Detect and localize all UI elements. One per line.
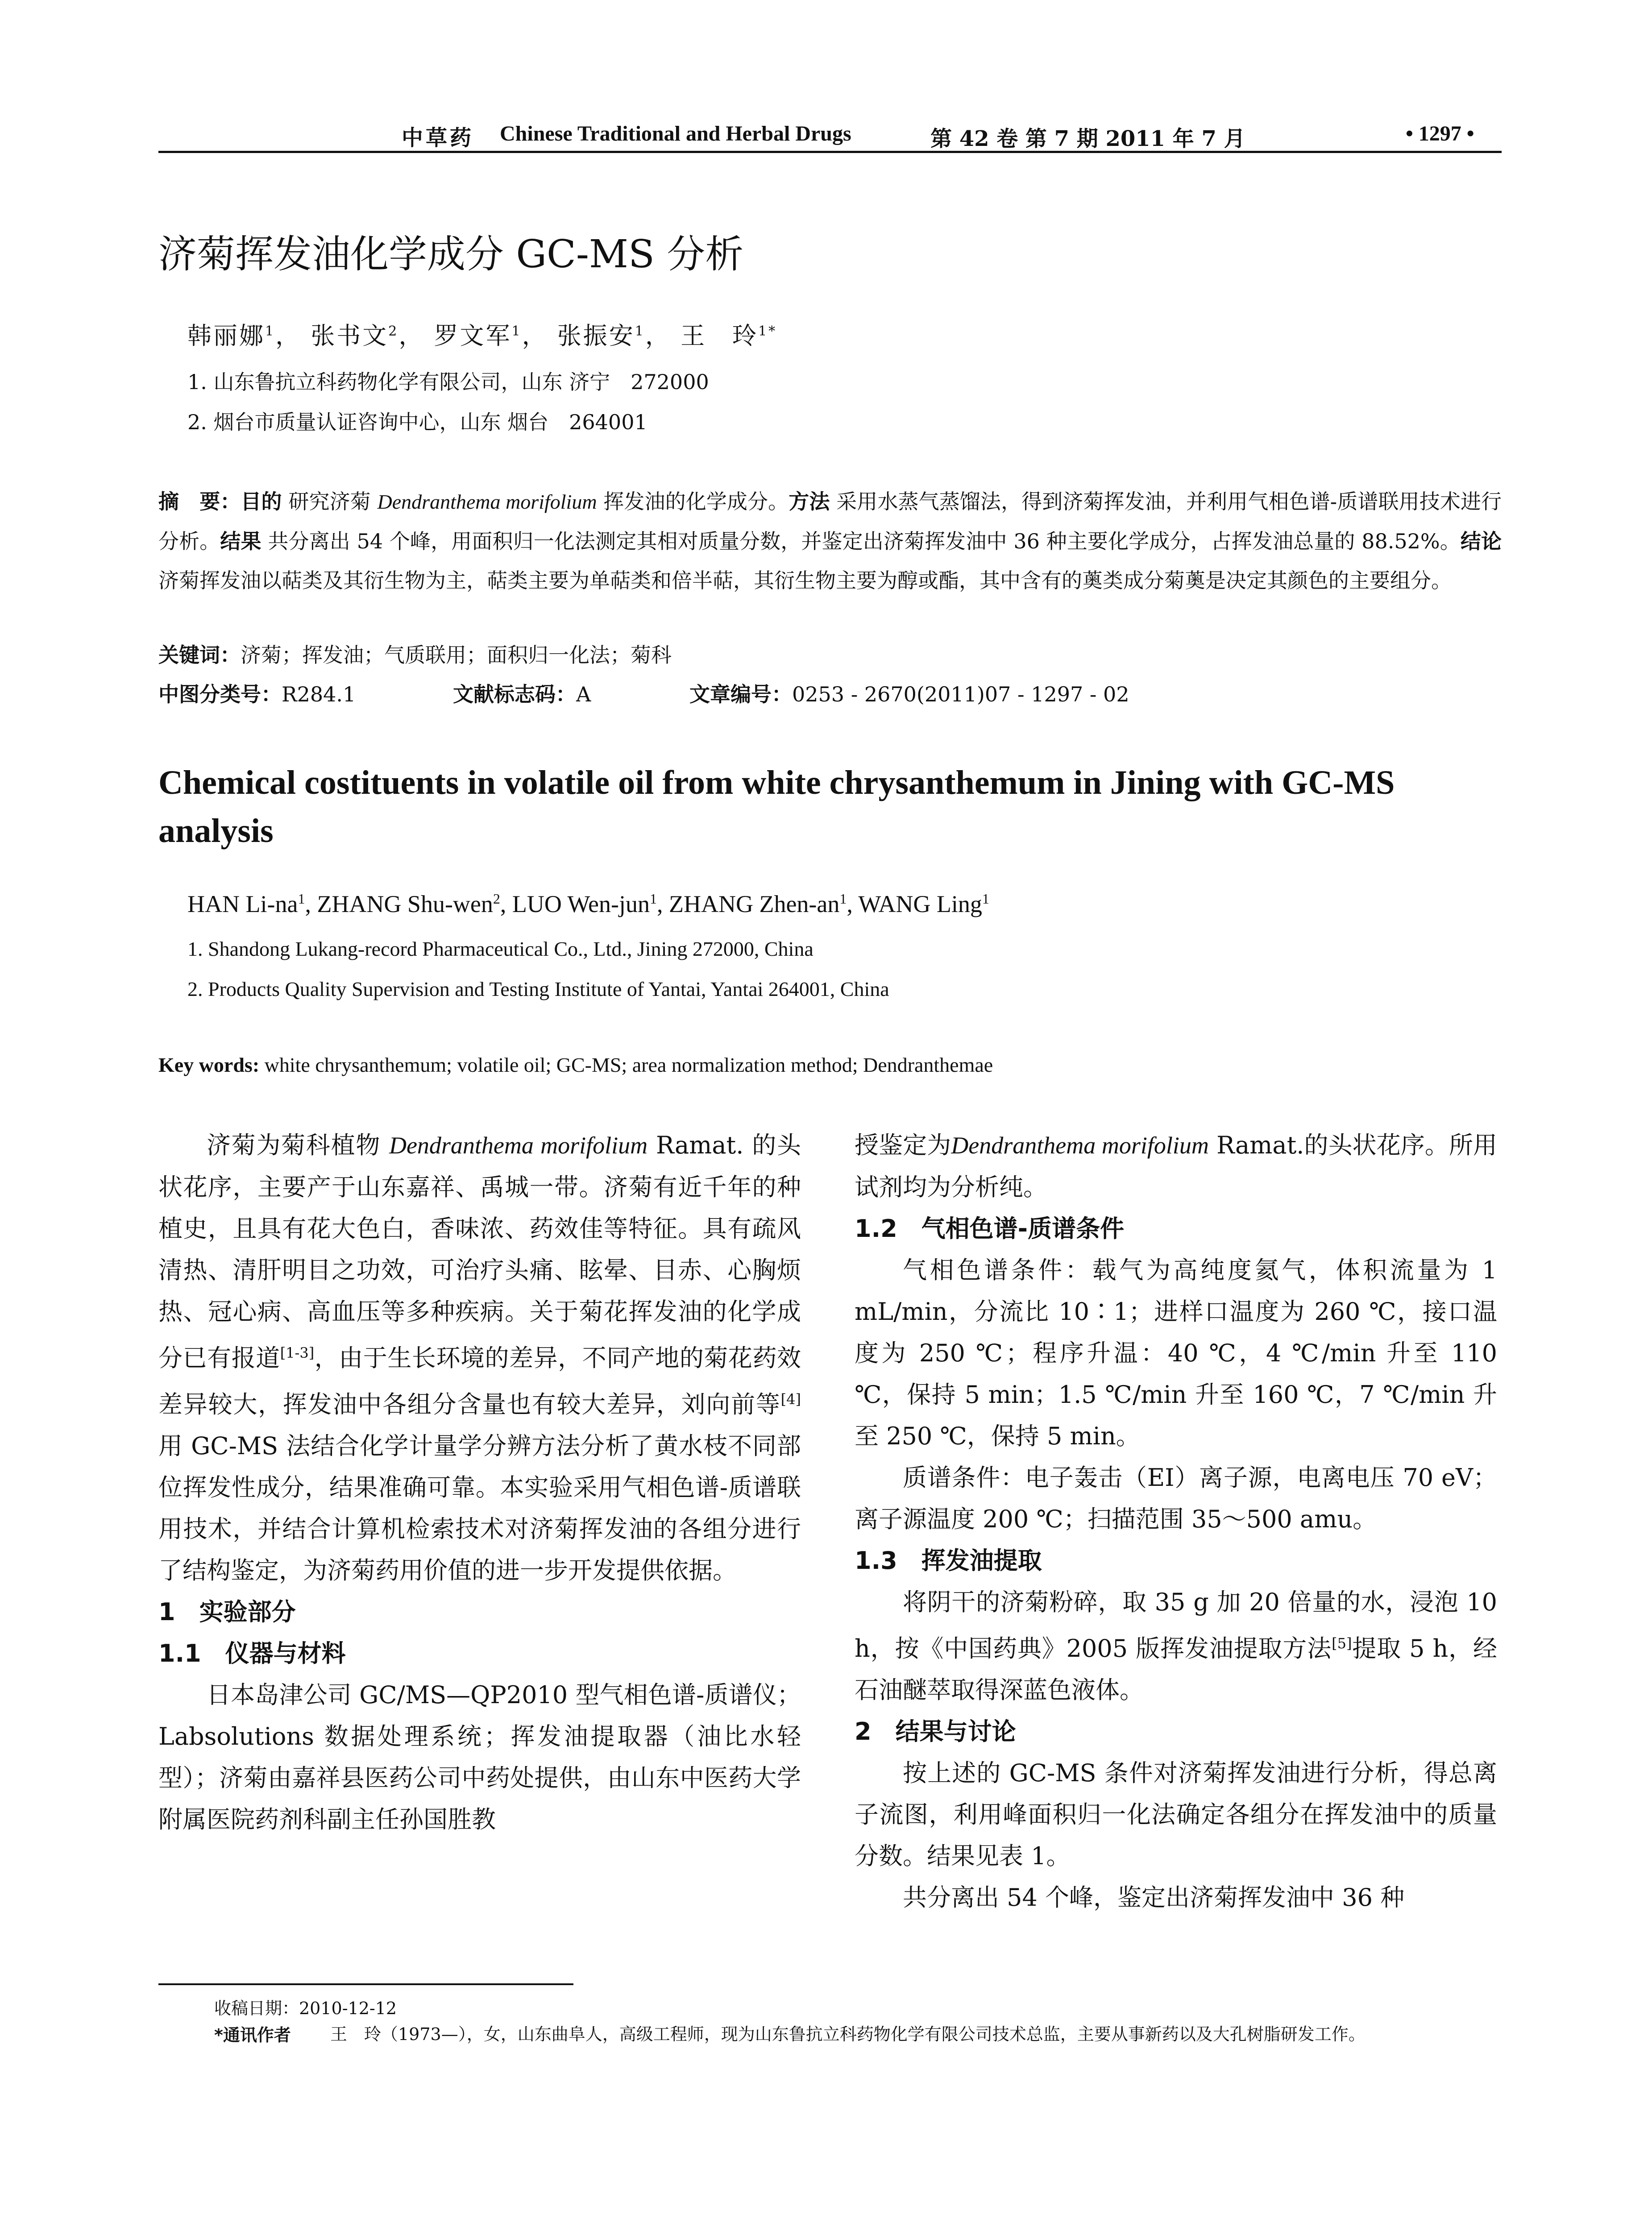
author-aff-mark: 1 (265, 323, 276, 339)
header-rule (158, 151, 1502, 153)
intro-text: 济菊为菊科植物 (207, 1131, 381, 1159)
keywords-en-label: Key words: (158, 1053, 260, 1076)
author-aff-mark: 1 (839, 891, 847, 907)
author-aff-mark: 1 (635, 323, 645, 339)
subsection-heading: 1.3 挥发油提取 (855, 1547, 1042, 1575)
section-heading: 1 实验部分 (158, 1598, 296, 1626)
footnote-corresponding-text: 王 玲（1973—），女，山东曲阜人，高级工程师，现为山东鲁抗立科药物化学有限公司技术总监，主要从事新药以及大孔树脂研发工作。 (330, 2024, 1366, 2044)
conclusion-text: 济菊挥发油以萜类及其衍生物为主，萜类主要为单萜类和倍半萜，其衍生物主要为醇或酯，其中含有的薁类成分菊薁是决定其颜色的主要组分。 (158, 568, 1452, 593)
result-text: 共分离出 54 个峰，用面积归一化法测定其相对质量分数，并鉴定出济菊挥发油中 36 种主要化学成分，占挥发油总量的 88.52%。 (268, 529, 1461, 553)
body-paragraph: 质谱条件：电子轰击（EI）离子源，电离电压 70 eV；离子源温度 200 ℃；扫描范围 35～500 amu。 (855, 1464, 1497, 1533)
affiliation-en-2: 2. Products Quality Supervision and Testing Institute of Yantai, Yantai 264001, China (187, 978, 889, 1000)
objective-label: 目的 (241, 489, 282, 514)
article-title-cn: 济菊挥发油化学成分 GC-MS 分析 (158, 232, 744, 277)
intro-text: Ramat. 的头状花序，主要产于山东嘉祥、禹城一带。济菊有近千年的种植史，且具有花大色白，香味浓、药效佳等特征。具有疏风清热、清肝明目之功效，可治疗头痛、眩晕、目赤、心胸烦热、冠心病、高血压等多种疾病。关于菊花挥发油的化学成分已有报道 (158, 1131, 801, 1372)
journal-name-cn: 中草药 (402, 125, 474, 150)
keywords-en (158, 1053, 993, 1077)
article-number-value: 0253 - 2670(2011)07 - 1297 - 02 (792, 682, 1129, 706)
body-paragraph: 按上述的 GC-MS 条件对济菊挥发油进行分析，得总离子流图，利用峰面积归一化法确定各组分在挥发油中的质量分数。结果见表 1。 (855, 1759, 1497, 1870)
article-title-en: Chemical costituents in volatile oil from white chrysanthemum in Jining with GC-MS analysis (158, 764, 1395, 850)
conclusion-label: 结论 (1460, 529, 1502, 553)
author-en: HAN Li-na (187, 891, 298, 917)
author-aff-mark: 1 (982, 891, 989, 907)
species-name: Dendranthema morifolium (377, 490, 597, 513)
author-aff-mark: 1 (511, 323, 522, 339)
clc-label: 中图分类号： (158, 682, 282, 706)
doc-code-label: 文献标志码： (453, 682, 576, 706)
authors-en: HAN $Li-na^1$, ZHANG Shu-wen$^2$, LUO Wen-jun$^1$, ZHANG Zhen-$an^1$, WANG Ling$^1$ (187, 891, 989, 917)
author-aff-mark: 2 (388, 323, 399, 339)
citation: [5] (1332, 1635, 1352, 1652)
doc-code-value: A (576, 682, 591, 706)
author-cn: 张振安 (557, 322, 635, 350)
body-paragraph (855, 1124, 1497, 1208)
author-cn: 张书文 (311, 322, 389, 350)
footnote-received-date: 收稿日期：2010-12-12 (214, 1999, 397, 2018)
body-paragraph: 日本岛津公司 GC/MS—QP2010 型气相色谱-质谱仪；Labsolutions 数据处理系统；挥发油提取器（油比水轻型）；济菊由嘉祥县医药公司中药处提供，由山东中医药大学附属医院药剂科副主任孙国胜教 (158, 1681, 801, 1833)
intro-text: 用 GC-MS 法结合化学计量学分辨方法分析了黄水枝不同部位挥发性成分，结果准确可靠。本实验采用气相色谱-质谱联用技术，并结合计算机检索技术对济菊挥发油的各组分进行了结构鉴定，为济菊药用价值的进一步开发提供依据。 (158, 1432, 801, 1584)
affiliation-cn-2: 2. 烟台市质量认证咨询中心，山东 烟台 264001 (187, 410, 648, 434)
footnote-corresponding-label: *通讯作者 (214, 2025, 291, 2045)
keywords-cn-label: 关键词： (158, 643, 241, 667)
body-text: 授鉴定为 (855, 1131, 951, 1159)
body-paragraph: 共分离出 54 个峰，鉴定出济菊挥发油中 36 种 (903, 1883, 1405, 1912)
body-paragraph: 气相色谱条件：载气为高纯度氦气，体积流量为 1 mL/min，分流比 10∶1；进样口温度为 260 ℃，接口温度为 250 ℃；程序升温：40 ℃，4 ℃/min 升至 110 ℃，保持 5 min；1.5 ℃/min 升至 160 ℃，7 ℃/min 升至 250 ℃，保持 5 min。 (855, 1256, 1497, 1450)
keywords-en-text: white chrysanthemum; volatile oil; GC-MS; area normalization method; Dendranthemae (264, 1053, 993, 1076)
affiliation-en-1: 1. Shandong Lukang-record Pharmaceutical Co., Ltd., Jining 272000, China (187, 937, 814, 960)
species-name: Dendranthema morifolium (389, 1132, 648, 1159)
author-cn: 王 玲 (681, 322, 759, 350)
citation: [4] (780, 1391, 801, 1408)
objective-text: 挥发油的化学成分。 (603, 489, 789, 514)
author-cn: 罗文军 (434, 322, 512, 350)
author-aff-mark: 1* (758, 323, 777, 339)
abstract-cn (158, 482, 1502, 600)
species-name: Dendranthema morifolium (951, 1132, 1209, 1159)
body-column-right (855, 1124, 1497, 1918)
classification-row (158, 678, 1502, 708)
page-number: • 1297 • (1406, 122, 1474, 145)
intro-paragraph (158, 1124, 801, 1591)
body-text: 提取 5 h，经石油醚萃取得深蓝色液体。 (855, 1634, 1497, 1704)
objective-text: 研究济菊 (288, 489, 371, 514)
author-en: ZHANG Zhen-an (669, 891, 840, 917)
article-number-label: 文章编号： (689, 682, 792, 706)
subsection-heading: 1.2 气相色谱-质谱条件 (855, 1215, 1125, 1243)
author-en: ZHANG Shu-wen (317, 891, 493, 917)
footnote-rule (158, 1983, 573, 1985)
clc-value: R284.1 (282, 682, 356, 706)
author-cn: 韩丽娜 (187, 322, 265, 350)
keywords-cn (158, 639, 672, 668)
method-text: 采用水蒸气蒸馏法，得到济菊挥发油，并利用气相色谱-质谱联用技术进行分析。 (158, 489, 1502, 553)
keywords-cn-text: 济菊；挥发油；气质联用；面积归一化法；菊科 (241, 643, 672, 667)
subsection-heading: 1.1 仪器与材料 (158, 1639, 346, 1667)
author-en: LUO Wen-jun (512, 891, 650, 917)
authors-cn: 韩丽娜$^1$， 张书文$^2$， 罗文军$^1$， 张振安$^1$， 王 玲$^{1*}$ (187, 322, 777, 350)
abstract-label: 摘 要： (158, 489, 241, 514)
section-heading: 2 结果与讨论 (855, 1717, 1016, 1746)
author-aff-mark: 2 (493, 891, 500, 907)
journal-issue: 第 42 卷 第 7 期 2011 年 7 月 (930, 126, 1245, 151)
body-paragraph (855, 1581, 1497, 1711)
body-column-left (158, 1124, 801, 1840)
citation: [1-3] (280, 1344, 315, 1361)
author-aff-mark: 1 (650, 891, 657, 907)
author-aff-mark: 1 (298, 891, 305, 907)
method-label: 方法 (789, 489, 830, 514)
journal-name-en: Chinese Traditional and Herbal Drugs (500, 122, 851, 145)
result-label: 结果 (220, 529, 261, 553)
body-text: Ramat.的头状花序。所用试剂均为分析纯。 (855, 1131, 1498, 1201)
affiliation-cn-1: 1. 山东鲁抗立科药物化学有限公司，山东 济宁 272000 (187, 370, 709, 394)
body-text: 将阴干的济菊粉碎，取 35 g 加 20 倍量的水，浸泡 10 h，按《中国药典》2005 版挥发油提取方法 (855, 1588, 1497, 1663)
author-en: WANG Ling (858, 891, 982, 917)
intro-text: ，由于生长环境的差异，不同产地的菊花药效差异较大，挥发油中各组分含量也有较大差异，刘向前等 (158, 1344, 801, 1418)
